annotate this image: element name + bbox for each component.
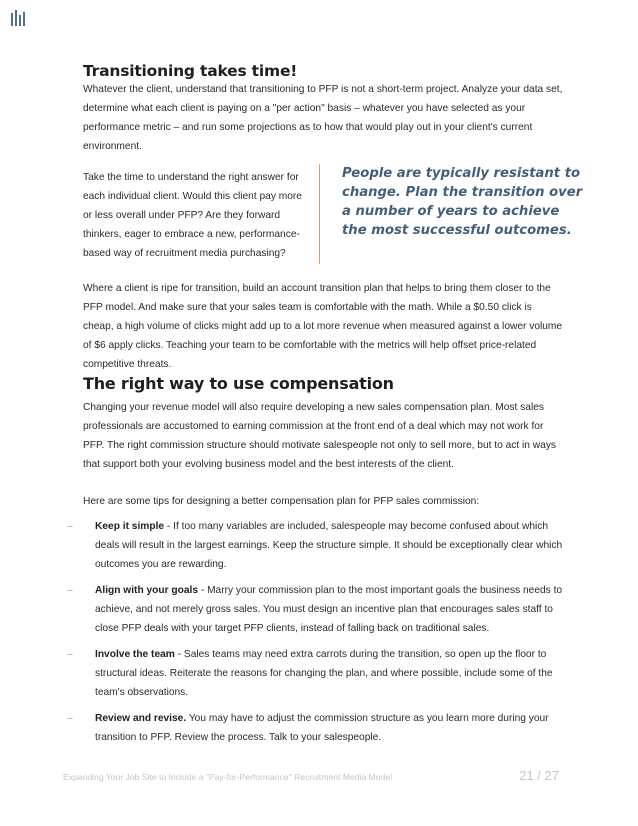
dash-bullet-icon: – [67, 649, 73, 660]
section-heading-compensation: The right way to use compensation [83, 374, 394, 393]
page-footer [63, 768, 559, 788]
tip-text: - If too many variables are included, salespeople may become confused about which deals will result in the largest earnings. Keep the structure simple. It should be exceptionally clear which outcomes you are rewarding. [95, 521, 563, 570]
page-number: 21 / 27 [519, 768, 559, 783]
transition-plan-paragraph: Where a client is ripe for transition, build an account transition plan that helps to bring them closer to the PFP model. And make sure that your sales team is comfortable with the math. While a $0.50 click is cheap, a high volume of clicks might add up to a lot more revenue when measured against a lower volume of $6 apply clicks. Teaching your team to be comfortable with the metrics will help offset price-related competitive threats. [83, 283, 563, 370]
section-heading-transition: Transitioning takes time! [83, 62, 298, 80]
tip-title: Align with your goals [95, 585, 199, 596]
pull-quote: People are typically resistant to change. Plan the transition over a number of years to achieve the most successful outcomes. [319, 164, 586, 264]
list-item [67, 645, 563, 702]
footer-title: Expanding Your Job Site to Include a "Pay-for-Performance" Recruitment Media Model [63, 772, 393, 782]
list-item [67, 709, 563, 747]
logo-icon [11, 10, 25, 26]
dash-bullet-icon: – [67, 585, 73, 596]
tip-title: Keep it simple [95, 521, 165, 532]
tip-title: Involve the team [95, 649, 175, 660]
dash-bullet-icon: – [67, 521, 73, 532]
compensation-intro: Changing your revenue model will also require developing a new sales compensation plan. Most sales professionals are accustomed to earning commission at the front end of a deal which may not work for PFP. The right commission structure should motivate salespeople not only to sell more, but to act in ways that support both your evolving business model and the best interests of the client. [83, 402, 557, 470]
tip-text: - Marry your commission plan to the most important goals the business needs to achieve, and not merely gross sales. You must design an incentive plan that encourages sales staff to close PFP deals with your target PFP clients, instead of falling back on traditional sales. [95, 585, 563, 634]
tip-title: Review and revise. [95, 713, 187, 724]
tip-text: - Sales teams may need extra carrots during the transition, so open up the floor to structural ideas. Reiterate the reasons for changing the plan, and where possible, include some of the team's observations. [95, 649, 553, 698]
list-item [67, 581, 563, 638]
tip-text: You may have to adjust the commission structure as you learn more during your transition to PFP. Review the process. Talk to your salespeople. [95, 713, 549, 743]
client-question-paragraph: Take the time to understand the right answer for each individual client. Would this client pay more or less overall under PFP? Are they forward thinkers, eager to embrace a new, performance-based way of recruitment media purchasing? [83, 172, 302, 259]
tips-list [67, 517, 563, 754]
tips-intro: Here are some tips for designing a better compensation plan for PFP sales commission: [83, 496, 480, 507]
dash-bullet-icon: – [67, 713, 73, 724]
list-item [67, 517, 563, 574]
transition-intro: Whatever the client, understand that transitioning to PFP is not a short-term project. Analyze your data set, determine what each client is paying on a "per action" basis – whatever you have selected as your performance metric – and run some projections as to how that would play out in your client's current environment. [83, 84, 563, 152]
